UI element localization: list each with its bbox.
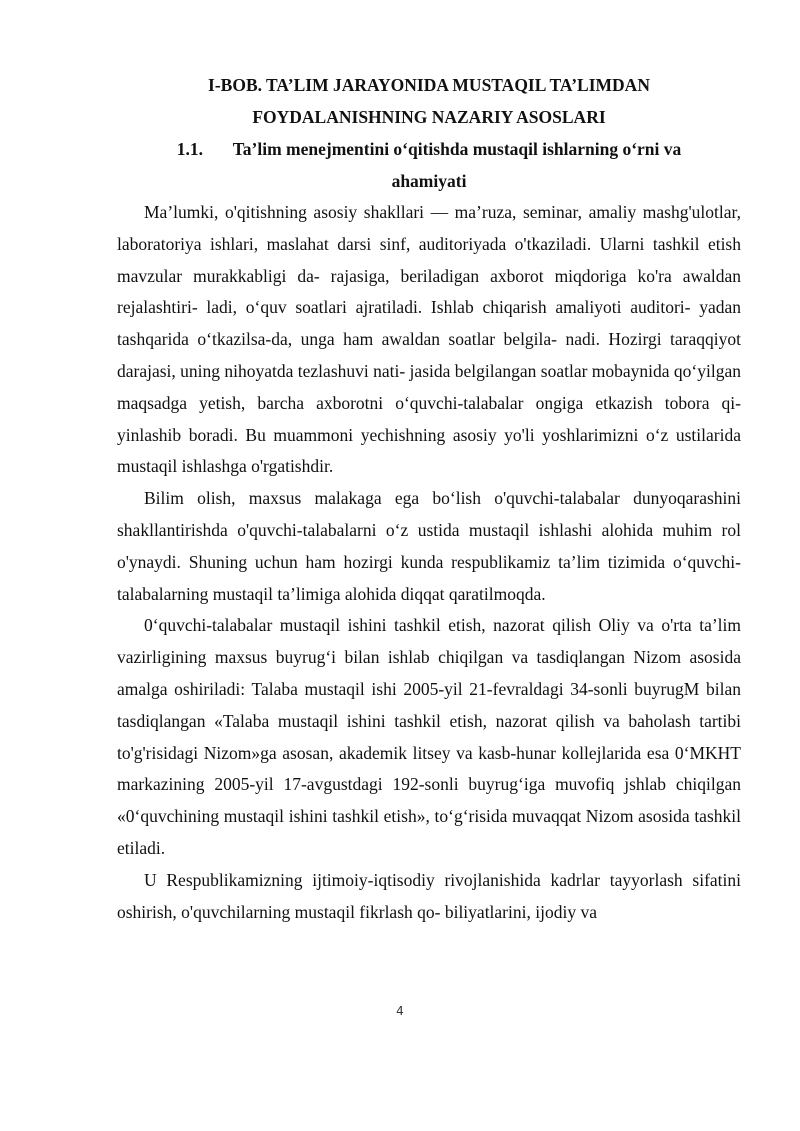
section-heading — [117, 133, 741, 165]
section-title-line-2: ahamiyati — [391, 171, 467, 191]
paragraph-2: Bilim olish, maxsus malakaga ega bo‘lish o'quvchi-talabalar dunyoqarashini shakllantirishda o'quvchi-talabalarni o‘z ustida mustaqil ishlashi alohida muhim rol o'ynaydi. Shuning uchun ham hozirgi kunda respublikamiz ta’lim tizimida o‘quvchi-talabalarning mustaqil ta’limiga alohida diqqat qaratilmoqda. — [117, 488, 741, 604]
chapter-title-line-2: FOYDALANISHNING NAZARIY ASOSLARI — [252, 107, 606, 127]
paragraph-4: U Respublikamizning ijtimoiy-iqtisodiy rivojlanishida kadrlar tayyorlash sifatini oshirish, o'quvchilarning mustaqil fikrlash qo- biliyatlarini, ijodiy va — [117, 869, 741, 922]
section-number: 1.1. — [176, 139, 203, 159]
page-number: 4 — [396, 1004, 404, 1018]
chapter-title-line-1: I-BOB. TA’LIM JARAYONIDA MUSTAQIL TA’LIMDAN — [208, 75, 650, 95]
paragraph-3: 0‘quvchi-talabalar mustaqil ishini tashkil etish, nazorat qilish Oliy va o'rta ta’lim vazirligining maxsus buyrug‘i bilan ishlab chiqilgan va tasdiqlangan Nizom asosida amalga oshiriladi: Talaba mustaqil ishi 2005-yil 21-fevraldagi 34-sonli buyrugM bilan tasdiqlangan «Talaba mustaqil ishini tashkil etish, nazorat qilish va baholash tartibi to'g'risidagi Nizom»ga asosan, akademik litsey va kasb-hunar kollejlarida esa 0‘MKHT markazining 2005-yil 17-avgustdagi 192-sonli buyrug‘iga muvofiq jshlab chiqilgan «0‘quvchining mustaqil ishini tashkil etish», to‘g‘risida muvaqqat Nizom asosida tashkil etiladi. — [117, 615, 741, 858]
page-content — [117, 69, 741, 928]
section-title-line-1: Ta’lim menejmentini o‘qitishda mustaqil ishlarning o‘rni va — [232, 139, 682, 159]
paragraph-1: Ma’lumki, o'qitishning asosiy shakllari — ma’ruza, seminar, amaliy mashg'ulotlar, laboratoriya ishlari, maslahat darsi sinf, auditoriyada o'tkaziladi. Ularni tashkil etish mavzular murakkabligi da- rajasiga, beriladigan axborot miqdoriga ko'ra awaldan rejalashtiri- ladi, o‘quv soatlari ajratiladi. Ishlab chiqarish amaliyoti auditori- yadan tashqarida o‘tkazilsa-da, unga ham awaldan soatlar belgila- nadi. Hozirgi taraqqiyot darajasi, uning nihoyatda tezlashuvi nati- jasida belgilangan soatlar mobaynida qo‘yilgan maqsadga yetish, barcha axborotni o‘quvchi-talabalar ongiga etkazish tobora qi- yinlashib boradi. Bu muammoni yechishning asosiy yo'li yoshlarimizni o‘z ustilarida mustaqil ishlashga o'rgatishdir. — [117, 202, 741, 477]
